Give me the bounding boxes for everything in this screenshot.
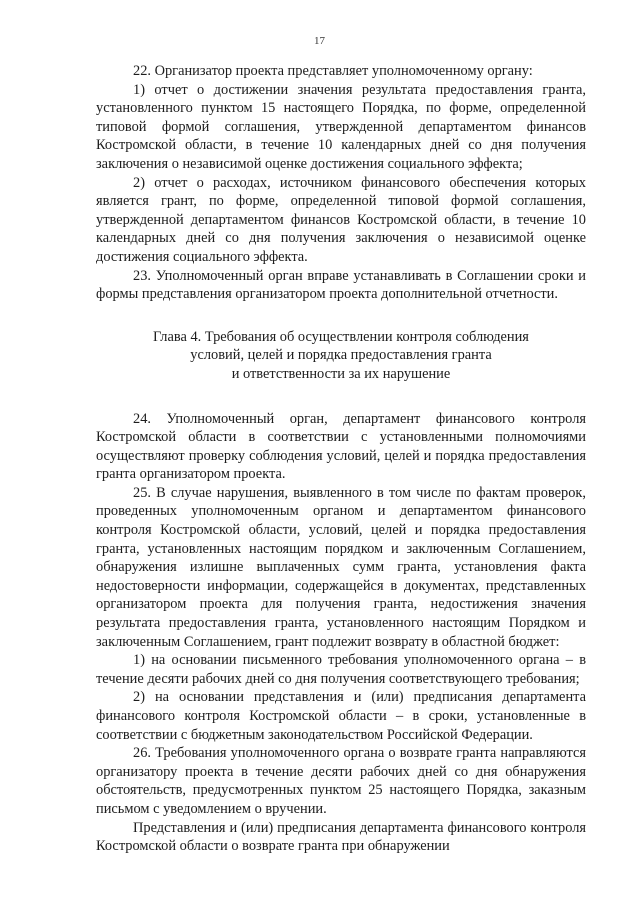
paragraph-24: 24. Уполномоченный орган, департамент финансового контроля Костромской области в соответствии с установленными полномочиями осуществляют проверку соблюдения условий, целей и порядка предоставления гранта организатором проекта.	[96, 410, 586, 483]
chapter-4-heading	[96, 328, 586, 384]
chapter-heading-line-1: Глава 4. Требования об осуществлении контроля соблюдения	[153, 328, 529, 345]
paragraph-25: 25. В случае нарушения, выявленного в том числе по фактам проверок, проведенных уполномоченным органом и департаментом финансового контроля Костромской области, условий, целей и порядка предоставления гранта, установленных настоящим порядком и заключенным Соглашением, обнаружения излишне выплаченных сумм гранта, установления факта недостоверности информации, содержащейся в документах, представленных организатором проекта для получения гранта, недостижения значения результата предоставления гранта, установленного настоящим Порядком и заключенным Соглашением, грант подлежит возврату в областной бюджет:	[96, 484, 586, 650]
document-body	[96, 62, 586, 856]
paragraph-26-continuation: Представления и (или) предписания департамента финансового контроля Костромской области о возврате гранта при обнаружении	[96, 819, 586, 855]
chapter-heading-line-3: и ответственности за их нарушение	[231, 365, 451, 382]
paragraph-23: 23. Уполномоченный орган вправе устанавливать в Соглашении сроки и формы представления организатором проекта дополнительной отчетности.	[96, 267, 586, 303]
page-number: 17	[314, 35, 325, 47]
paragraph-25-item-1: 1) на основании письменного требования уполномоченного органа – в течение десяти рабочих дней со дня получения соответствующего требования;	[96, 652, 586, 687]
chapter-heading-line-2: условий, целей и порядка предоставления гранта	[190, 347, 492, 364]
paragraph-22-item-2: 2) отчет о расходах, источником финансового обеспечения которых является грант, по форме, определенной типовой формой соглашения, утвержденной департаментом финансов Костромской области, в течение 10 календарных дней со дня получения заключения о независимой оценке достижения социального эффекта.	[96, 174, 586, 265]
paragraph-22-item-1: 1) отчет о достижении значения результата предоставления гранта, установленного пунктом 15 настоящего Порядка, по форме, определенной типовой формой соглашения, утвержденной департаментом финансов Костромской области, в течение 10 календарных дней со дня получения заключения о независимой оценке достижения социального эффекта;	[96, 81, 586, 172]
paragraph-26: 26. Требования уполномоченного органа о возврате гранта направляются организатору проекта в течение десяти рабочих дней со дня обнаружения обстоятельств, предусмотренных пунктом 25 настоящего Порядка, заказным письмом с уведомлением о вручении.	[96, 745, 586, 817]
paragraph-25-item-2: 2) на основании представления и (или) предписания департамента финансового контроля Костромской области – в сроки, установленные в соответствии с бюджетным законодательством Российской Федерации.	[96, 689, 586, 743]
paragraph-22-intro: 22. Организатор проекта представляет уполномоченному органу:	[133, 63, 533, 79]
